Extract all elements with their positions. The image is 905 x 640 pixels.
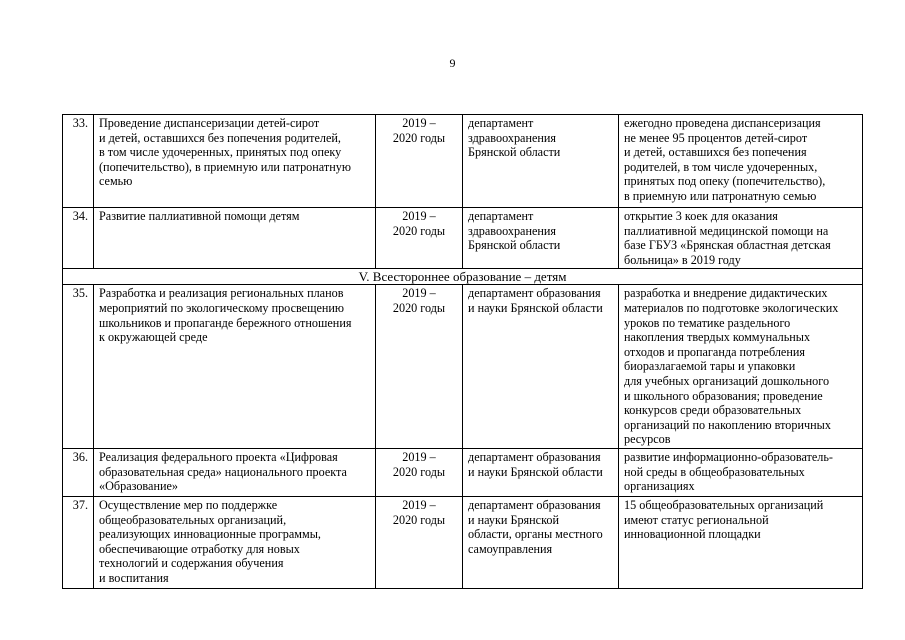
- measures-table: [62, 114, 863, 589]
- executor-cell: департамент образования и науки Брянской области, органы местного самоуправления: [463, 496, 619, 588]
- row-number: 36.: [63, 448, 94, 496]
- row-number: 33.: [63, 115, 94, 208]
- period-cell: 2019 – 2020 годы: [376, 448, 463, 496]
- row-number: 37.: [63, 496, 94, 588]
- table-row: [63, 448, 863, 496]
- row-number: 34.: [63, 208, 94, 269]
- result-cell: развитие информационно-образователь- ной среды в общеобразовательных организациях: [619, 448, 863, 496]
- result-cell: разработка и внедрение дидактических материалов по подготовке экологических уроков по тематике раздельного накопления твердых коммунальных отходов и пропаганда потребления биоразлагаемой тары и упаковки для учебных организаций дошкольного и школьного образования; проведение конкурсов среди образовательных организаций по накоплению вторичных ресурсов: [619, 285, 863, 449]
- period-cell: 2019 – 2020 годы: [376, 208, 463, 269]
- period-cell: 2019 – 2020 годы: [376, 285, 463, 449]
- executor-cell: департамент образования и науки Брянской области: [463, 448, 619, 496]
- result-cell: ежегодно проведена диспансеризация не менее 95 процентов детей-сирот и детей, оставшихся без попечения родителей, в том числе удочеренных, принятых под опеку (попечительство), в приемную или патронатную семью: [619, 115, 863, 208]
- table-row: [63, 115, 863, 208]
- table-row: [63, 285, 863, 449]
- event-cell: Проведение диспансеризации детей-сирот и детей, оставшихся без попечения родителей, в том числе удочеренных, принятых под опеку (попечительство), в приемную или патронатную семью: [94, 115, 376, 208]
- result-cell: 15 общеобразовательных организаций имеют статус региональной инновационной площадки: [619, 496, 863, 588]
- period-cell: 2019 – 2020 годы: [376, 496, 463, 588]
- executor-cell: департамент здравоохранения Брянской области: [463, 115, 619, 208]
- event-cell: Развитие паллиативной помощи детям: [94, 208, 376, 269]
- executor-cell: департамент здравоохранения Брянской области: [463, 208, 619, 269]
- table-row: [63, 208, 863, 269]
- section-title: V. Всестороннее образование – детям: [63, 269, 863, 285]
- row-number: 35.: [63, 285, 94, 449]
- event-cell: Осуществление мер по поддержке общеобразовательных организаций, реализующих инновационные программы, обеспечивающие отработку для новых технологий и содержания обучения и воспитания: [94, 496, 376, 588]
- table-row: [63, 496, 863, 588]
- event-cell: Разработка и реализация региональных планов мероприятий по экологическому просвещению школьников и пропаганде бережного отношения к окружающей среде: [94, 285, 376, 449]
- executor-cell: департамент образования и науки Брянской области: [463, 285, 619, 449]
- result-cell: открытие 3 коек для оказания паллиативной медицинской помощи на базе ГБУЗ «Брянская областная детская больница» в 2019 году: [619, 208, 863, 269]
- page-number: 9: [449, 56, 456, 70]
- period-cell: 2019 – 2020 годы: [376, 115, 463, 208]
- section-header-row: [63, 269, 863, 285]
- event-cell: Реализация федерального проекта «Цифровая образовательная среда» национального проекта «Образование»: [94, 448, 376, 496]
